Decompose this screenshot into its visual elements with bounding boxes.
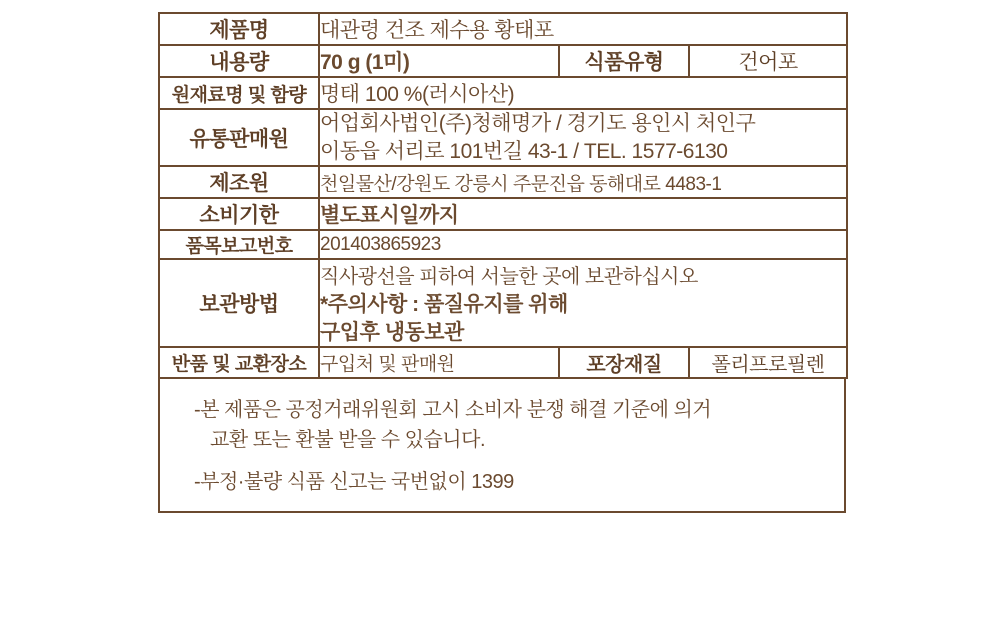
manufacturer-header: 제조원 bbox=[159, 166, 319, 198]
return-place-value: 구입처 및 판매원 bbox=[319, 347, 559, 378]
table-row bbox=[159, 347, 847, 378]
table-row bbox=[159, 77, 847, 109]
storage-value bbox=[319, 259, 847, 347]
table-row bbox=[159, 230, 847, 259]
table-row bbox=[159, 13, 847, 45]
storage-line-2: *주의사항 : 품질유지를 위해 bbox=[320, 293, 568, 317]
note-spacer bbox=[194, 455, 822, 467]
return-place-header: 반품 및 교환장소 bbox=[159, 347, 319, 378]
product-name-header: 제품명 bbox=[159, 13, 319, 45]
content-amount-header: 내용량 bbox=[159, 45, 319, 77]
package-material-value: 폴리프로필렌 bbox=[689, 347, 847, 378]
note-line-3: -부정·불량 식품 신고는 국번없이 1399 bbox=[194, 471, 514, 494]
manufacturer-value: 천일물산/강원도 강릉시 주문진읍 동해대로 4483-1 bbox=[319, 166, 847, 198]
table-row bbox=[159, 166, 847, 198]
distributor-line-1: 어업회사법인(주)청해명가 / 경기도 용인시 처인구 bbox=[320, 112, 756, 135]
expiry-value: 별도표시일까지 bbox=[319, 198, 847, 230]
content-amount-value: 70 g (1미) bbox=[319, 45, 559, 77]
food-type-header: 식품유형 bbox=[559, 45, 689, 77]
consumer-notes bbox=[158, 379, 846, 513]
report-number-value: 201403865923 bbox=[319, 230, 847, 259]
product-name-value: 대관령 건조 제수용 황태포 bbox=[319, 13, 847, 45]
product-label-sheet bbox=[158, 12, 846, 513]
table-row bbox=[159, 45, 847, 77]
distributor-line-2: 이동읍 서리로 101번길 43-1 / TEL. 1577-6130 bbox=[320, 139, 728, 163]
table-row bbox=[159, 109, 847, 166]
distributor-header: 유통판매원 bbox=[159, 109, 319, 166]
storage-line-1: 직사광선을 피하여 서늘한 곳에 보관하십시오 bbox=[320, 266, 698, 289]
table-row bbox=[159, 259, 847, 347]
package-material-header: 포장재질 bbox=[559, 347, 689, 378]
expiry-header: 소비기한 bbox=[159, 198, 319, 230]
distributor-value bbox=[319, 109, 847, 166]
storage-line-3: 구입후 냉동보관 bbox=[320, 320, 464, 344]
report-number-header: 품목보고번호 bbox=[159, 230, 319, 259]
note-line-1: -본 제품은 공정거래위원회 고시 소비자 분쟁 해결 기준에 의거 bbox=[194, 399, 712, 422]
note-line-2: 교환 또는 환불 받을 수 있습니다. bbox=[210, 429, 485, 452]
product-info-table bbox=[158, 12, 848, 379]
food-type-value: 건어포 bbox=[689, 45, 847, 77]
table-row bbox=[159, 198, 847, 230]
ingredients-header: 원재료명 및 함량 bbox=[159, 77, 319, 109]
ingredients-value: 명태 100 %(러시아산) bbox=[319, 77, 847, 109]
storage-header: 보관방법 bbox=[159, 259, 319, 347]
